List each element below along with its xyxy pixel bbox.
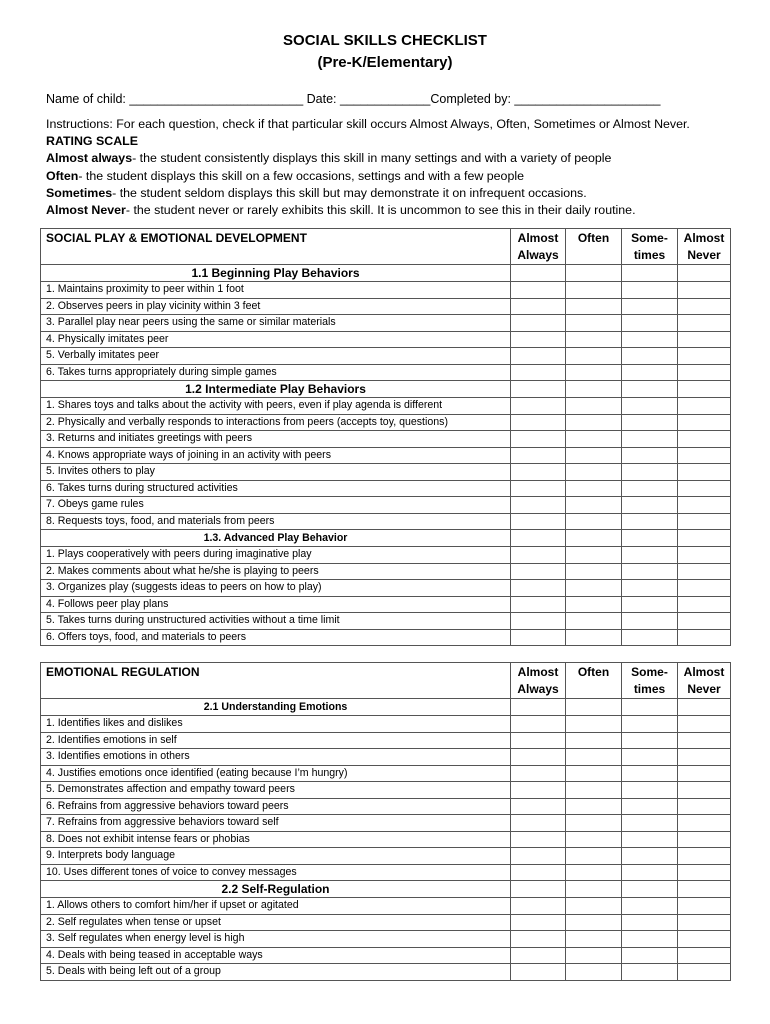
checkbox-cell-almost-always[interactable] (511, 513, 566, 530)
checkbox-cell-almost-never[interactable] (678, 749, 731, 766)
column-header-almost-never (678, 663, 731, 699)
skill-item: 4. Physically imitates peer (41, 331, 511, 348)
checkbox-cell-often[interactable] (566, 364, 622, 381)
blank-cell (566, 699, 622, 716)
subsection-title: 1.2 Intermediate Play Behaviors (41, 381, 511, 398)
checkbox-cell-sometimes[interactable] (622, 613, 678, 630)
column-header-line: Some- (631, 231, 668, 245)
column-header-sometimes (622, 663, 678, 699)
table-row (41, 782, 731, 799)
checkbox-cell-often[interactable] (566, 898, 622, 915)
checkbox-cell-almost-never[interactable] (678, 315, 731, 332)
subsection-title: 1.3. Advanced Play Behavior (41, 530, 511, 547)
checkbox-cell-almost-never[interactable] (678, 497, 731, 514)
checkbox-cell-almost-never[interactable] (678, 629, 731, 646)
checkbox-cell-often[interactable] (566, 547, 622, 564)
rating-almost-never (46, 202, 736, 219)
checkbox-cell-often[interactable] (566, 513, 622, 530)
table-row (41, 563, 731, 580)
checkbox-cell-sometimes[interactable] (622, 513, 678, 530)
skill-item: 4. Follows peer play plans (41, 596, 511, 613)
checkbox-cell-sometimes[interactable] (622, 331, 678, 348)
blank-cell (622, 699, 678, 716)
page-title: SOCIAL SKILLS CHECKLIST (283, 32, 487, 49)
subsection-title: 1.1 Beginning Play Behaviors (41, 265, 511, 282)
checkbox-cell-almost-never[interactable] (678, 716, 731, 733)
table-row (41, 447, 731, 464)
checkbox-cell-often[interactable] (566, 480, 622, 497)
rating-sometimes (46, 185, 736, 202)
checkbox-cell-almost-never[interactable] (678, 914, 731, 931)
table-row (41, 798, 731, 815)
column-header-almost-never (678, 229, 731, 265)
skill-item: 5. Invites others to play (41, 464, 511, 481)
column-header-line: Often (577, 231, 610, 245)
subsection-title: 2.2 Self-Regulation (41, 881, 511, 898)
social-play-table (40, 228, 731, 646)
checkbox-cell-almost-never[interactable] (678, 464, 731, 481)
checkbox-cell-sometimes[interactable] (622, 629, 678, 646)
subsection-title: 2.1 Understanding Emotions (41, 699, 511, 716)
blank-cell (511, 699, 566, 716)
checkbox-cell-almost-always[interactable] (511, 364, 566, 381)
checkbox-cell-often[interactable] (566, 414, 622, 431)
checkbox-cell-often[interactable] (566, 831, 622, 848)
checkbox-cell-often[interactable] (566, 765, 622, 782)
rating-desc: - the student never or rarely exhibits this skill. It is uncommon to see this in their daily routine. (125, 203, 636, 218)
checkbox-cell-almost-always[interactable] (511, 547, 566, 564)
skill-item: 4. Deals with being teased in acceptable ways (41, 947, 511, 964)
blank-cell (678, 265, 731, 282)
column-header-almost-always (511, 229, 566, 265)
instructions-block (46, 116, 736, 219)
checkbox-cell-almost-never[interactable] (678, 480, 731, 497)
checkbox-cell-sometimes[interactable] (622, 947, 678, 964)
column-header-line: Almost (517, 665, 559, 679)
checkbox-cell-sometimes[interactable] (622, 497, 678, 514)
checkbox-cell-almost-never[interactable] (678, 815, 731, 832)
checkbox-cell-sometimes[interactable] (622, 931, 678, 948)
checkbox-cell-almost-always[interactable] (511, 298, 566, 315)
checkbox-cell-almost-never[interactable] (678, 596, 731, 613)
column-header-line: times (633, 248, 666, 262)
skill-item: 3. Organizes play (suggests ideas to peers on how to play) (41, 580, 511, 597)
table-row (41, 480, 731, 497)
checkbox-cell-almost-never[interactable] (678, 414, 731, 431)
table-row (41, 414, 731, 431)
table-row (41, 947, 731, 964)
skill-item: 2. Self regulates when tense or upset (41, 914, 511, 931)
table-row (41, 331, 731, 348)
checkbox-cell-almost-always[interactable] (511, 596, 566, 613)
checkbox-cell-often[interactable] (566, 282, 622, 299)
checkbox-cell-often[interactable] (566, 716, 622, 733)
checkbox-cell-almost-never[interactable] (678, 348, 731, 365)
checkbox-cell-often[interactable] (566, 815, 622, 832)
checkbox-cell-almost-never[interactable] (678, 513, 731, 530)
checkbox-cell-sometimes[interactable] (622, 964, 678, 981)
checkbox-cell-sometimes[interactable] (622, 348, 678, 365)
checkbox-cell-often[interactable] (566, 580, 622, 597)
checkbox-cell-almost-always[interactable] (511, 414, 566, 431)
table-row (41, 749, 731, 766)
checkbox-cell-almost-always[interactable] (511, 898, 566, 915)
checkbox-cell-sometimes[interactable] (622, 716, 678, 733)
checkbox-cell-almost-always[interactable] (511, 864, 566, 881)
table-row (41, 848, 731, 865)
checkbox-cell-sometimes[interactable] (622, 580, 678, 597)
checkbox-cell-often[interactable] (566, 596, 622, 613)
column-header-almost-always (511, 663, 566, 699)
table-row (41, 364, 731, 381)
checkbox-cell-often[interactable] (566, 563, 622, 580)
subsection-header-row (41, 381, 731, 398)
table-row (41, 931, 731, 948)
table-row (41, 765, 731, 782)
section-title: EMOTIONAL REGULATION (41, 663, 511, 699)
table-row (41, 815, 731, 832)
checkbox-cell-sometimes[interactable] (622, 282, 678, 299)
blank-cell (678, 881, 731, 898)
checkbox-cell-almost-never[interactable] (678, 398, 731, 415)
checkbox-cell-almost-always[interactable] (511, 315, 566, 332)
table-row (41, 964, 731, 981)
section-title: SOCIAL PLAY & EMOTIONAL DEVELOPMENT (41, 229, 511, 265)
skill-item: 8. Does not exhibit intense fears or phobias (41, 831, 511, 848)
table-row (41, 864, 731, 881)
checkbox-cell-almost-never[interactable] (678, 580, 731, 597)
table-row (41, 464, 731, 481)
checkbox-cell-almost-never[interactable] (678, 613, 731, 630)
checkbox-cell-often[interactable] (566, 497, 622, 514)
checkbox-cell-almost-never[interactable] (678, 282, 731, 299)
checkbox-cell-often[interactable] (566, 464, 622, 481)
skill-item: 1. Allows others to comfort him/her if upset or agitated (41, 898, 511, 915)
table-row (41, 315, 731, 332)
checkbox-cell-sometimes[interactable] (622, 898, 678, 915)
instructions-text: Instructions: For each question, check if that particular skill occurs Almost Always, Often, Sometimes or Almost Never. (46, 117, 690, 131)
skill-item: 3. Parallel play near peers using the same or similar materials (41, 315, 511, 332)
checkbox-cell-sometimes[interactable] (622, 547, 678, 564)
table-row (41, 348, 731, 365)
checkbox-cell-almost-never[interactable] (678, 447, 731, 464)
checkbox-cell-often[interactable] (566, 864, 622, 881)
rating-desc: - the student displays this skill on a few occasions, settings and with a few people (78, 168, 524, 183)
checkbox-cell-sometimes[interactable] (622, 864, 678, 881)
column-header-line: times (633, 682, 666, 696)
checkbox-cell-almost-always[interactable] (511, 629, 566, 646)
rating-term: Often (46, 168, 79, 183)
checkbox-cell-often[interactable] (566, 298, 622, 315)
column-header-often (566, 663, 622, 699)
checkbox-cell-almost-always[interactable] (511, 431, 566, 448)
subsection-header-row (41, 530, 731, 547)
checkbox-cell-often[interactable] (566, 613, 622, 630)
skill-item: 6. Takes turns appropriately during simple games (41, 364, 511, 381)
checkbox-cell-almost-always[interactable] (511, 563, 566, 580)
skill-item: 5. Verbally imitates peer (41, 348, 511, 365)
blank-cell (511, 881, 566, 898)
checkbox-cell-sometimes[interactable] (622, 464, 678, 481)
checkbox-cell-sometimes[interactable] (622, 749, 678, 766)
skill-item: 7. Refrains from aggressive behaviors toward self (41, 815, 511, 832)
checkbox-cell-sometimes[interactable] (622, 315, 678, 332)
table-row (41, 497, 731, 514)
checkbox-cell-almost-always[interactable] (511, 798, 566, 815)
skill-item: 2. Observes peers in play vicinity within 3 feet (41, 298, 511, 315)
skill-item: 1. Plays cooperatively with peers during imaginative play (41, 547, 511, 564)
skill-item: 8. Requests toys, food, and materials from peers (41, 513, 511, 530)
checkbox-cell-often[interactable] (566, 749, 622, 766)
skill-item: 10. Uses different tones of voice to convey messages (41, 864, 511, 881)
checkbox-cell-often[interactable] (566, 447, 622, 464)
checkbox-cell-often[interactable] (566, 348, 622, 365)
table-row (41, 547, 731, 564)
checkbox-cell-almost-always[interactable] (511, 464, 566, 481)
blank-cell (566, 381, 622, 398)
checkbox-cell-sometimes[interactable] (622, 596, 678, 613)
checkbox-cell-often[interactable] (566, 315, 622, 332)
table-header-row (41, 229, 731, 265)
blank-cell (622, 265, 678, 282)
checkbox-cell-sometimes[interactable] (622, 447, 678, 464)
checkbox-cell-almost-always[interactable] (511, 716, 566, 733)
checkbox-cell-almost-always[interactable] (511, 914, 566, 931)
skill-item: 1. Shares toys and talks about the activity with peers, even if play agenda is different (41, 398, 511, 415)
blank-cell (566, 265, 622, 282)
checkbox-cell-almost-always[interactable] (511, 497, 566, 514)
skill-item: 1. Maintains proximity to peer within 1 foot (41, 282, 511, 299)
rating-scale-label: RATING SCALE (46, 134, 139, 149)
column-header-sometimes (622, 229, 678, 265)
checkbox-cell-sometimes[interactable] (622, 732, 678, 749)
checkbox-cell-almost-never[interactable] (678, 848, 731, 865)
rating-often (46, 168, 736, 185)
checkbox-cell-almost-never[interactable] (678, 431, 731, 448)
checkbox-cell-almost-never[interactable] (678, 931, 731, 948)
checkbox-cell-sometimes[interactable] (622, 798, 678, 815)
checkbox-cell-often[interactable] (566, 331, 622, 348)
checkbox-cell-almost-never[interactable] (678, 831, 731, 848)
column-header-line: Never (687, 248, 721, 262)
skill-item: 7. Obeys game rules (41, 497, 511, 514)
checkbox-cell-almost-always[interactable] (511, 348, 566, 365)
checkbox-cell-almost-never[interactable] (678, 732, 731, 749)
blank-cell (566, 881, 622, 898)
checkbox-cell-almost-never[interactable] (678, 547, 731, 564)
checkbox-cell-almost-never[interactable] (678, 782, 731, 799)
skill-item: 2. Identifies emotions in self (41, 732, 511, 749)
skill-item: 6. Refrains from aggressive behaviors toward peers (41, 798, 511, 815)
table-row (41, 831, 731, 848)
checkbox-cell-sometimes[interactable] (622, 765, 678, 782)
checkbox-cell-almost-always[interactable] (511, 480, 566, 497)
checkbox-cell-almost-always[interactable] (511, 931, 566, 948)
checkbox-cell-often[interactable] (566, 947, 622, 964)
subsection-header-row (41, 265, 731, 282)
checkbox-cell-sometimes[interactable] (622, 831, 678, 848)
checkbox-cell-almost-always[interactable] (511, 964, 566, 981)
table-row (41, 629, 731, 646)
column-header-often (566, 229, 622, 265)
checkbox-cell-often[interactable] (566, 914, 622, 931)
skill-item: 4. Justifies emotions once identified (eating because I’m hungry) (41, 765, 511, 782)
checkbox-cell-often[interactable] (566, 431, 622, 448)
skill-item: 3. Returns and initiates greetings with peers (41, 431, 511, 448)
blank-cell (511, 530, 566, 547)
checkbox-cell-almost-always[interactable] (511, 282, 566, 299)
table-row (41, 431, 731, 448)
checkbox-cell-sometimes[interactable] (622, 298, 678, 315)
column-header-line: Almost (683, 665, 725, 679)
checkbox-cell-almost-never[interactable] (678, 898, 731, 915)
checkbox-cell-often[interactable] (566, 398, 622, 415)
blank-cell (678, 381, 731, 398)
checkbox-cell-almost-always[interactable] (511, 947, 566, 964)
skill-item: 3. Identifies emotions in others (41, 749, 511, 766)
blank-cell (566, 530, 622, 547)
skill-item: 5. Deals with being left out of a group (41, 964, 511, 981)
checkbox-cell-almost-always[interactable] (511, 765, 566, 782)
skill-item: 5. Takes turns during unstructured activities without a time limit (41, 613, 511, 630)
checkbox-cell-often[interactable] (566, 782, 622, 799)
checkbox-cell-almost-always[interactable] (511, 782, 566, 799)
column-header-line: Always (517, 682, 559, 696)
checkbox-cell-often[interactable] (566, 629, 622, 646)
checkbox-cell-sometimes[interactable] (622, 364, 678, 381)
table-row (41, 580, 731, 597)
blank-cell (622, 381, 678, 398)
column-header-line: Often (577, 665, 610, 679)
emotional-regulation-table (40, 662, 731, 981)
checkbox-cell-almost-always[interactable] (511, 831, 566, 848)
checkbox-cell-almost-never[interactable] (678, 864, 731, 881)
checkbox-cell-almost-always[interactable] (511, 848, 566, 865)
checkbox-cell-almost-never[interactable] (678, 798, 731, 815)
blank-cell (511, 265, 566, 282)
checkbox-cell-often[interactable] (566, 798, 622, 815)
column-header-line: Almost (683, 231, 725, 245)
checkbox-cell-almost-always[interactable] (511, 613, 566, 630)
name-date-line: Name of child: _________________________ Date: _____________Completed by: _____________________ (46, 92, 661, 106)
table-row (41, 914, 731, 931)
table-row (41, 513, 731, 530)
skill-item: 2. Physically and verbally responds to interactions from peers (accepts toy, questions) (41, 414, 511, 431)
blank-cell (622, 530, 678, 547)
checkbox-cell-almost-always[interactable] (511, 580, 566, 597)
checkbox-cell-almost-never[interactable] (678, 947, 731, 964)
rating-desc: - the student seldom displays this skill but may demonstrate it on infrequent occasions. (112, 185, 587, 200)
table-row (41, 282, 731, 299)
column-header-line: Almost (517, 231, 559, 245)
checkbox-cell-almost-always[interactable] (511, 447, 566, 464)
skill-item: 5. Demonstrates affection and empathy toward peers (41, 782, 511, 799)
column-header-line: Some- (631, 665, 668, 679)
table-row (41, 298, 731, 315)
checkbox-cell-sometimes[interactable] (622, 914, 678, 931)
checkbox-cell-sometimes[interactable] (622, 563, 678, 580)
skill-item: 3. Self regulates when energy level is high (41, 931, 511, 948)
checkbox-cell-often[interactable] (566, 848, 622, 865)
checkbox-cell-sometimes[interactable] (622, 815, 678, 832)
checkbox-cell-sometimes[interactable] (622, 782, 678, 799)
subsection-header-row (41, 699, 731, 716)
blank-cell (678, 699, 731, 716)
blank-cell (511, 381, 566, 398)
table-row (41, 898, 731, 915)
checkbox-cell-often[interactable] (566, 964, 622, 981)
checkbox-cell-almost-always[interactable] (511, 749, 566, 766)
skill-item: 2. Makes comments about what he/she is playing to peers (41, 563, 511, 580)
checkbox-cell-often[interactable] (566, 931, 622, 948)
table-row (41, 596, 731, 613)
checkbox-cell-sometimes[interactable] (622, 414, 678, 431)
blank-cell (678, 530, 731, 547)
skill-item: 1. Identifies likes and dislikes (41, 716, 511, 733)
skill-item: 6. Offers toys, food, and materials to peers (41, 629, 511, 646)
rating-term: Almost Never (46, 203, 126, 218)
checkbox-cell-almost-always[interactable] (511, 331, 566, 348)
subsection-header-row (41, 881, 731, 898)
page-subtitle: (Pre-K/Elementary) (317, 54, 453, 71)
checkbox-cell-almost-never[interactable] (678, 964, 731, 981)
checkbox-cell-sometimes[interactable] (622, 431, 678, 448)
checkbox-cell-almost-never[interactable] (678, 563, 731, 580)
skill-item: 9. Interprets body language (41, 848, 511, 865)
blank-cell (622, 881, 678, 898)
skill-item: 6. Takes turns during structured activities (41, 480, 511, 497)
checkbox-cell-often[interactable] (566, 732, 622, 749)
checkbox-cell-almost-always[interactable] (511, 732, 566, 749)
table-row (41, 716, 731, 733)
rating-term: Sometimes (46, 185, 113, 200)
rating-term: Almost always (46, 151, 133, 166)
checkbox-cell-almost-always[interactable] (511, 815, 566, 832)
skill-item: 4. Knows appropriate ways of joining in an activity with peers (41, 447, 511, 464)
table-row (41, 732, 731, 749)
column-header-line: Always (517, 248, 559, 262)
table-header-row (41, 663, 731, 699)
checkbox-cell-sometimes[interactable] (622, 398, 678, 415)
checkbox-cell-almost-never[interactable] (678, 331, 731, 348)
table-row (41, 398, 731, 415)
checkbox-cell-sometimes[interactable] (622, 480, 678, 497)
checkbox-cell-almost-never[interactable] (678, 765, 731, 782)
rating-desc: - the student consistently displays this skill in many settings and with a variety of people (132, 151, 612, 166)
checkbox-cell-almost-always[interactable] (511, 398, 566, 415)
column-header-line: Never (687, 682, 721, 696)
table-row (41, 613, 731, 630)
rating-almost-always (46, 150, 736, 167)
checkbox-cell-almost-never[interactable] (678, 298, 731, 315)
checkbox-cell-almost-never[interactable] (678, 364, 731, 381)
checkbox-cell-sometimes[interactable] (622, 848, 678, 865)
